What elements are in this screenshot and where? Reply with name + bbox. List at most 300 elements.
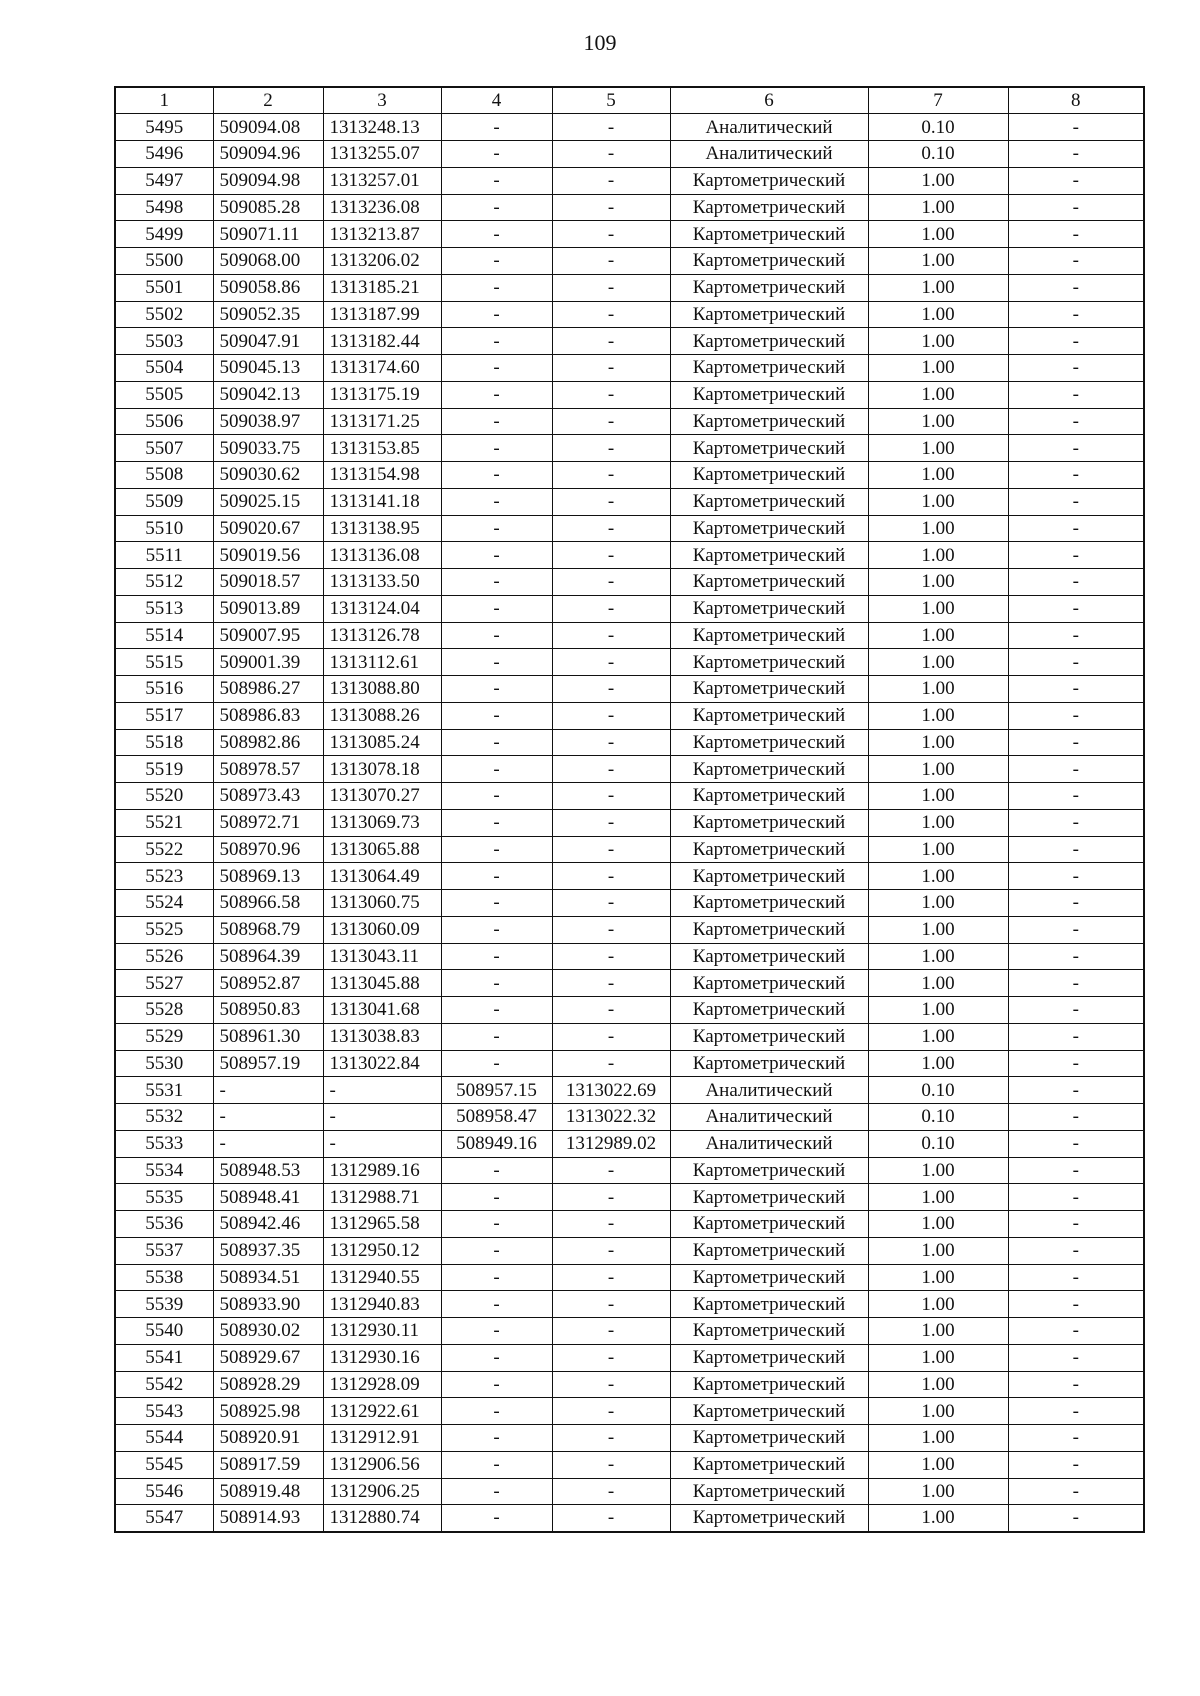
table-row [115, 221, 1144, 248]
point-number-cell: 5505 [115, 381, 213, 408]
note-cell: - [1008, 1130, 1144, 1157]
accuracy-cell: 1.00 [868, 301, 1008, 328]
x-new-coordinate-cell: - [441, 1211, 552, 1238]
accuracy-cell: 1.00 [868, 1425, 1008, 1452]
method-cell: Картометрический [670, 248, 868, 275]
note-cell: - [1008, 943, 1144, 970]
accuracy-cell: 1.00 [868, 783, 1008, 810]
point-number-cell: 5539 [115, 1291, 213, 1318]
y-new-coordinate-cell: - [552, 809, 670, 836]
note-cell: - [1008, 836, 1144, 863]
method-cell: Картометрический [670, 809, 868, 836]
point-number-cell: 5502 [115, 301, 213, 328]
note-cell: - [1008, 1023, 1144, 1050]
table-row [115, 1237, 1144, 1264]
method-cell: Картометрический [670, 1184, 868, 1211]
point-number-cell: 5547 [115, 1505, 213, 1532]
point-number-cell: 5521 [115, 809, 213, 836]
table-row [115, 194, 1144, 221]
accuracy-cell: 1.00 [868, 916, 1008, 943]
table-row [115, 1211, 1144, 1238]
y-coordinate-cell: 1313124.04 [323, 595, 441, 622]
point-number-cell: 5515 [115, 649, 213, 676]
accuracy-cell: 1.00 [868, 462, 1008, 489]
point-number-cell: 5495 [115, 114, 213, 141]
x-new-coordinate-cell: - [441, 194, 552, 221]
y-new-coordinate-cell: - [552, 729, 670, 756]
method-cell: Картометрический [670, 355, 868, 382]
point-number-cell: 5527 [115, 970, 213, 997]
x-new-coordinate-cell: - [441, 435, 552, 462]
table-row [115, 301, 1144, 328]
y-coordinate-cell: - [323, 1104, 441, 1131]
x-coordinate-cell: 509047.91 [213, 328, 323, 355]
y-new-coordinate-cell: - [552, 890, 670, 917]
y-new-coordinate-cell: - [552, 863, 670, 890]
y-new-coordinate-cell: - [552, 1023, 670, 1050]
x-new-coordinate-cell: - [441, 783, 552, 810]
point-number-cell: 5510 [115, 515, 213, 542]
header-cell: 5 [552, 87, 670, 114]
y-new-coordinate-cell: - [552, 970, 670, 997]
note-cell: - [1008, 542, 1144, 569]
point-number-cell: 5514 [115, 622, 213, 649]
note-cell: - [1008, 1077, 1144, 1104]
note-cell: - [1008, 1505, 1144, 1532]
accuracy-cell: 1.00 [868, 274, 1008, 301]
method-cell: Картометрический [670, 970, 868, 997]
y-new-coordinate-cell: - [552, 194, 670, 221]
y-coordinate-cell: 1312940.83 [323, 1291, 441, 1318]
y-new-coordinate-cell: - [552, 1184, 670, 1211]
table-row [115, 355, 1144, 382]
y-new-coordinate-cell: - [552, 1157, 670, 1184]
x-coordinate-cell: 508952.87 [213, 970, 323, 997]
x-new-coordinate-cell: - [441, 595, 552, 622]
accuracy-cell: 1.00 [868, 221, 1008, 248]
y-coordinate-cell: 1313182.44 [323, 328, 441, 355]
point-number-cell: 5508 [115, 462, 213, 489]
method-cell: Аналитический [670, 1077, 868, 1104]
y-coordinate-cell: 1313069.73 [323, 809, 441, 836]
x-coordinate-cell: 508948.41 [213, 1184, 323, 1211]
x-coordinate-cell: 508925.98 [213, 1398, 323, 1425]
method-cell: Картометрический [670, 542, 868, 569]
y-coordinate-cell: 1313078.18 [323, 756, 441, 783]
header-cell: 7 [868, 87, 1008, 114]
x-new-coordinate-cell: - [441, 248, 552, 275]
y-coordinate-cell: 1312906.25 [323, 1478, 441, 1505]
accuracy-cell: 1.00 [868, 836, 1008, 863]
y-coordinate-cell: 1312940.55 [323, 1264, 441, 1291]
note-cell: - [1008, 488, 1144, 515]
accuracy-cell: 1.00 [868, 1505, 1008, 1532]
x-new-coordinate-cell: - [441, 1157, 552, 1184]
header-cell: 8 [1008, 87, 1144, 114]
y-coordinate-cell: 1313133.50 [323, 569, 441, 596]
note-cell: - [1008, 328, 1144, 355]
y-new-coordinate-cell: - [552, 1371, 670, 1398]
y-coordinate-cell: 1313154.98 [323, 462, 441, 489]
accuracy-cell: 1.00 [868, 1451, 1008, 1478]
y-coordinate-cell: 1313064.49 [323, 863, 441, 890]
table-row [115, 542, 1144, 569]
x-new-coordinate-cell: - [441, 355, 552, 382]
accuracy-cell: 1.00 [868, 167, 1008, 194]
y-coordinate-cell: 1313045.88 [323, 970, 441, 997]
y-new-coordinate-cell: - [552, 114, 670, 141]
accuracy-cell: 1.00 [868, 1157, 1008, 1184]
y-new-coordinate-cell: - [552, 595, 670, 622]
method-cell: Картометрический [670, 756, 868, 783]
note-cell: - [1008, 408, 1144, 435]
y-coordinate-cell: - [323, 1077, 441, 1104]
accuracy-cell: 1.00 [868, 1478, 1008, 1505]
method-cell: Картометрический [670, 1478, 868, 1505]
table-header [115, 87, 1144, 114]
note-cell: - [1008, 355, 1144, 382]
y-coordinate-cell: 1313138.95 [323, 515, 441, 542]
table-row [115, 783, 1144, 810]
method-cell: Картометрический [670, 997, 868, 1024]
method-cell: Картометрический [670, 702, 868, 729]
method-cell: Картометрический [670, 1398, 868, 1425]
point-number-cell: 5497 [115, 167, 213, 194]
y-coordinate-cell: 1313185.21 [323, 274, 441, 301]
note-cell: - [1008, 1264, 1144, 1291]
method-cell: Картометрический [670, 1211, 868, 1238]
y-new-coordinate-cell: - [552, 649, 670, 676]
accuracy-cell: 1.00 [868, 890, 1008, 917]
point-number-cell: 5517 [115, 702, 213, 729]
y-coordinate-cell: 1313175.19 [323, 381, 441, 408]
y-coordinate-cell: 1312912.91 [323, 1425, 441, 1452]
x-coordinate-cell: 509020.67 [213, 515, 323, 542]
method-cell: Картометрический [670, 836, 868, 863]
point-number-cell: 5523 [115, 863, 213, 890]
accuracy-cell: 1.00 [868, 809, 1008, 836]
x-new-coordinate-cell: - [441, 836, 552, 863]
method-cell: Аналитический [670, 1130, 868, 1157]
x-new-coordinate-cell: - [441, 1451, 552, 1478]
y-new-coordinate-cell: - [552, 248, 670, 275]
x-new-coordinate-cell: - [441, 729, 552, 756]
method-cell: Картометрический [670, 488, 868, 515]
note-cell: - [1008, 1451, 1144, 1478]
method-cell: Картометрический [670, 569, 868, 596]
table-row [115, 1291, 1144, 1318]
point-number-cell: 5541 [115, 1344, 213, 1371]
table-row [115, 702, 1144, 729]
note-cell: - [1008, 997, 1144, 1024]
x-coordinate-cell: 508928.29 [213, 1371, 323, 1398]
y-coordinate-cell: 1313236.08 [323, 194, 441, 221]
x-new-coordinate-cell: - [441, 1050, 552, 1077]
note-cell: - [1008, 676, 1144, 703]
y-coordinate-cell: 1313187.99 [323, 301, 441, 328]
y-new-coordinate-cell: - [552, 1344, 670, 1371]
point-number-cell: 5532 [115, 1104, 213, 1131]
point-number-cell: 5534 [115, 1157, 213, 1184]
y-new-coordinate-cell: - [552, 274, 670, 301]
table-row [115, 863, 1144, 890]
point-number-cell: 5513 [115, 595, 213, 622]
point-number-cell: 5512 [115, 569, 213, 596]
y-new-coordinate-cell: - [552, 569, 670, 596]
x-new-coordinate-cell: - [441, 1398, 552, 1425]
method-cell: Картометрический [670, 595, 868, 622]
y-new-coordinate-cell: - [552, 408, 670, 435]
x-coordinate-cell: 508942.46 [213, 1211, 323, 1238]
note-cell: - [1008, 863, 1144, 890]
table-row [115, 970, 1144, 997]
point-number-cell: 5544 [115, 1425, 213, 1452]
method-cell: Картометрический [670, 194, 868, 221]
method-cell: Картометрический [670, 1264, 868, 1291]
x-coordinate-cell: 508964.39 [213, 943, 323, 970]
point-number-cell: 5543 [115, 1398, 213, 1425]
y-new-coordinate-cell: - [552, 836, 670, 863]
x-coordinate-cell: 508978.57 [213, 756, 323, 783]
x-new-coordinate-cell: - [441, 515, 552, 542]
note-cell: - [1008, 702, 1144, 729]
y-coordinate-cell: 1312989.16 [323, 1157, 441, 1184]
x-new-coordinate-cell: - [441, 622, 552, 649]
method-cell: Картометрический [670, 1050, 868, 1077]
point-number-cell: 5498 [115, 194, 213, 221]
y-new-coordinate-cell: - [552, 997, 670, 1024]
y-new-coordinate-cell: - [552, 756, 670, 783]
y-coordinate-cell: 1313065.88 [323, 836, 441, 863]
note-cell: - [1008, 1425, 1144, 1452]
method-cell: Картометрический [670, 462, 868, 489]
x-coordinate-cell: - [213, 1077, 323, 1104]
x-new-coordinate-cell: - [441, 381, 552, 408]
y-new-coordinate-cell: - [552, 462, 670, 489]
method-cell: Картометрический [670, 274, 868, 301]
y-coordinate-cell: 1312930.16 [323, 1344, 441, 1371]
accuracy-cell: 1.00 [868, 488, 1008, 515]
accuracy-cell: 1.00 [868, 756, 1008, 783]
x-coordinate-cell: 509019.56 [213, 542, 323, 569]
table-row [115, 1264, 1144, 1291]
y-new-coordinate-cell: - [552, 1237, 670, 1264]
point-number-cell: 5538 [115, 1264, 213, 1291]
y-new-coordinate-cell: - [552, 702, 670, 729]
x-new-coordinate-cell: - [441, 970, 552, 997]
table-row [115, 1478, 1144, 1505]
y-new-coordinate-cell: - [552, 916, 670, 943]
accuracy-cell: 1.00 [868, 1050, 1008, 1077]
x-coordinate-cell: 508966.58 [213, 890, 323, 917]
table-row [115, 274, 1144, 301]
method-cell: Картометрический [670, 916, 868, 943]
method-cell: Картометрический [670, 1451, 868, 1478]
table-row [115, 1104, 1144, 1131]
y-coordinate-cell: - [323, 1130, 441, 1157]
y-coordinate-cell: 1313041.68 [323, 997, 441, 1024]
x-new-coordinate-cell: - [441, 408, 552, 435]
x-new-coordinate-cell: - [441, 890, 552, 917]
x-coordinate-cell: 509025.15 [213, 488, 323, 515]
accuracy-cell: 0.10 [868, 114, 1008, 141]
table-row [115, 836, 1144, 863]
y-coordinate-cell: 1313213.87 [323, 221, 441, 248]
table-row [115, 114, 1144, 141]
x-new-coordinate-cell: - [441, 542, 552, 569]
y-new-coordinate-cell: - [552, 301, 670, 328]
x-coordinate-cell: 509094.08 [213, 114, 323, 141]
method-cell: Картометрический [670, 1237, 868, 1264]
x-coordinate-cell: 508973.43 [213, 783, 323, 810]
table-row [115, 435, 1144, 462]
note-cell: - [1008, 729, 1144, 756]
y-coordinate-cell: 1313257.01 [323, 167, 441, 194]
x-coordinate-cell: 509045.13 [213, 355, 323, 382]
y-new-coordinate-cell: 1312989.02 [552, 1130, 670, 1157]
y-coordinate-cell: 1313136.08 [323, 542, 441, 569]
point-number-cell: 5540 [115, 1318, 213, 1345]
method-cell: Картометрический [670, 1425, 868, 1452]
note-cell: - [1008, 569, 1144, 596]
note-cell: - [1008, 809, 1144, 836]
table-row [115, 649, 1144, 676]
y-coordinate-cell: 1313171.25 [323, 408, 441, 435]
note-cell: - [1008, 916, 1144, 943]
x-coordinate-cell: 509001.39 [213, 649, 323, 676]
x-coordinate-cell: 509013.89 [213, 595, 323, 622]
note-cell: - [1008, 1371, 1144, 1398]
method-cell: Картометрический [670, 890, 868, 917]
accuracy-cell: 1.00 [868, 676, 1008, 703]
method-cell: Картометрический [670, 1318, 868, 1345]
x-new-coordinate-cell: - [441, 301, 552, 328]
note-cell: - [1008, 435, 1144, 462]
note-cell: - [1008, 1291, 1144, 1318]
y-coordinate-cell: 1313060.75 [323, 890, 441, 917]
y-coordinate-cell: 1313126.78 [323, 622, 441, 649]
header-cell: 2 [213, 87, 323, 114]
y-new-coordinate-cell: - [552, 1478, 670, 1505]
table-row [115, 408, 1144, 435]
accuracy-cell: 0.10 [868, 141, 1008, 168]
y-new-coordinate-cell: - [552, 1050, 670, 1077]
x-coordinate-cell: - [213, 1104, 323, 1131]
method-cell: Картометрический [670, 221, 868, 248]
x-coordinate-cell: 509085.28 [213, 194, 323, 221]
point-number-cell: 5542 [115, 1371, 213, 1398]
table-row [115, 515, 1144, 542]
y-coordinate-cell: 1313088.80 [323, 676, 441, 703]
point-number-cell: 5506 [115, 408, 213, 435]
y-coordinate-cell: 1312906.56 [323, 1451, 441, 1478]
method-cell: Картометрический [670, 328, 868, 355]
point-number-cell: 5526 [115, 943, 213, 970]
note-cell: - [1008, 756, 1144, 783]
method-cell: Картометрический [670, 435, 868, 462]
accuracy-cell: 1.00 [868, 649, 1008, 676]
y-new-coordinate-cell: - [552, 1425, 670, 1452]
method-cell: Картометрический [670, 676, 868, 703]
note-cell: - [1008, 1478, 1144, 1505]
accuracy-cell: 1.00 [868, 1023, 1008, 1050]
y-new-coordinate-cell: - [552, 515, 670, 542]
y-new-coordinate-cell: - [552, 1451, 670, 1478]
x-new-coordinate-cell: - [441, 649, 552, 676]
table-row [115, 1505, 1144, 1532]
accuracy-cell: 1.00 [868, 729, 1008, 756]
point-number-cell: 5509 [115, 488, 213, 515]
y-coordinate-cell: 1313070.27 [323, 783, 441, 810]
x-coordinate-cell: 509071.11 [213, 221, 323, 248]
x-coordinate-cell: 508917.59 [213, 1451, 323, 1478]
y-new-coordinate-cell: - [552, 676, 670, 703]
x-new-coordinate-cell: - [441, 328, 552, 355]
point-number-cell: 5528 [115, 997, 213, 1024]
method-cell: Картометрический [670, 943, 868, 970]
note-cell: - [1008, 274, 1144, 301]
x-new-coordinate-cell: - [441, 221, 552, 248]
y-coordinate-cell: 1312880.74 [323, 1505, 441, 1532]
note-cell: - [1008, 1157, 1144, 1184]
x-coordinate-cell: 508986.83 [213, 702, 323, 729]
coordinates-table [114, 86, 1145, 1533]
x-new-coordinate-cell: - [441, 167, 552, 194]
point-number-cell: 5503 [115, 328, 213, 355]
note-cell: - [1008, 890, 1144, 917]
x-coordinate-cell: 508914.93 [213, 1505, 323, 1532]
x-coordinate-cell: 508961.30 [213, 1023, 323, 1050]
table-row [115, 569, 1144, 596]
point-number-cell: 5522 [115, 836, 213, 863]
y-coordinate-cell: 1313085.24 [323, 729, 441, 756]
accuracy-cell: 1.00 [868, 194, 1008, 221]
x-coordinate-cell: 509068.00 [213, 248, 323, 275]
table-row [115, 1318, 1144, 1345]
y-new-coordinate-cell: - [552, 1318, 670, 1345]
x-new-coordinate-cell: - [441, 916, 552, 943]
y-new-coordinate-cell: - [552, 542, 670, 569]
y-new-coordinate-cell: 1313022.69 [552, 1077, 670, 1104]
accuracy-cell: 1.00 [868, 1211, 1008, 1238]
y-coordinate-cell: 1313043.11 [323, 943, 441, 970]
table-row [115, 595, 1144, 622]
table-row [115, 248, 1144, 275]
accuracy-cell: 1.00 [868, 943, 1008, 970]
y-new-coordinate-cell: - [552, 1291, 670, 1318]
point-number-cell: 5524 [115, 890, 213, 917]
accuracy-cell: 0.10 [868, 1077, 1008, 1104]
table-row [115, 676, 1144, 703]
y-coordinate-cell: 1312965.58 [323, 1211, 441, 1238]
note-cell: - [1008, 622, 1144, 649]
note-cell: - [1008, 1344, 1144, 1371]
note-cell: - [1008, 649, 1144, 676]
accuracy-cell: 1.00 [868, 863, 1008, 890]
x-new-coordinate-cell: - [441, 1184, 552, 1211]
x-coordinate-cell: 508929.67 [213, 1344, 323, 1371]
point-number-cell: 5507 [115, 435, 213, 462]
x-coordinate-cell: 508919.48 [213, 1478, 323, 1505]
note-cell: - [1008, 1050, 1144, 1077]
point-number-cell: 5504 [115, 355, 213, 382]
y-coordinate-cell: 1313153.85 [323, 435, 441, 462]
x-new-coordinate-cell: - [441, 1344, 552, 1371]
method-cell: Картометрический [670, 167, 868, 194]
accuracy-cell: 1.00 [868, 248, 1008, 275]
accuracy-cell: 1.00 [868, 569, 1008, 596]
method-cell: Картометрический [670, 1157, 868, 1184]
